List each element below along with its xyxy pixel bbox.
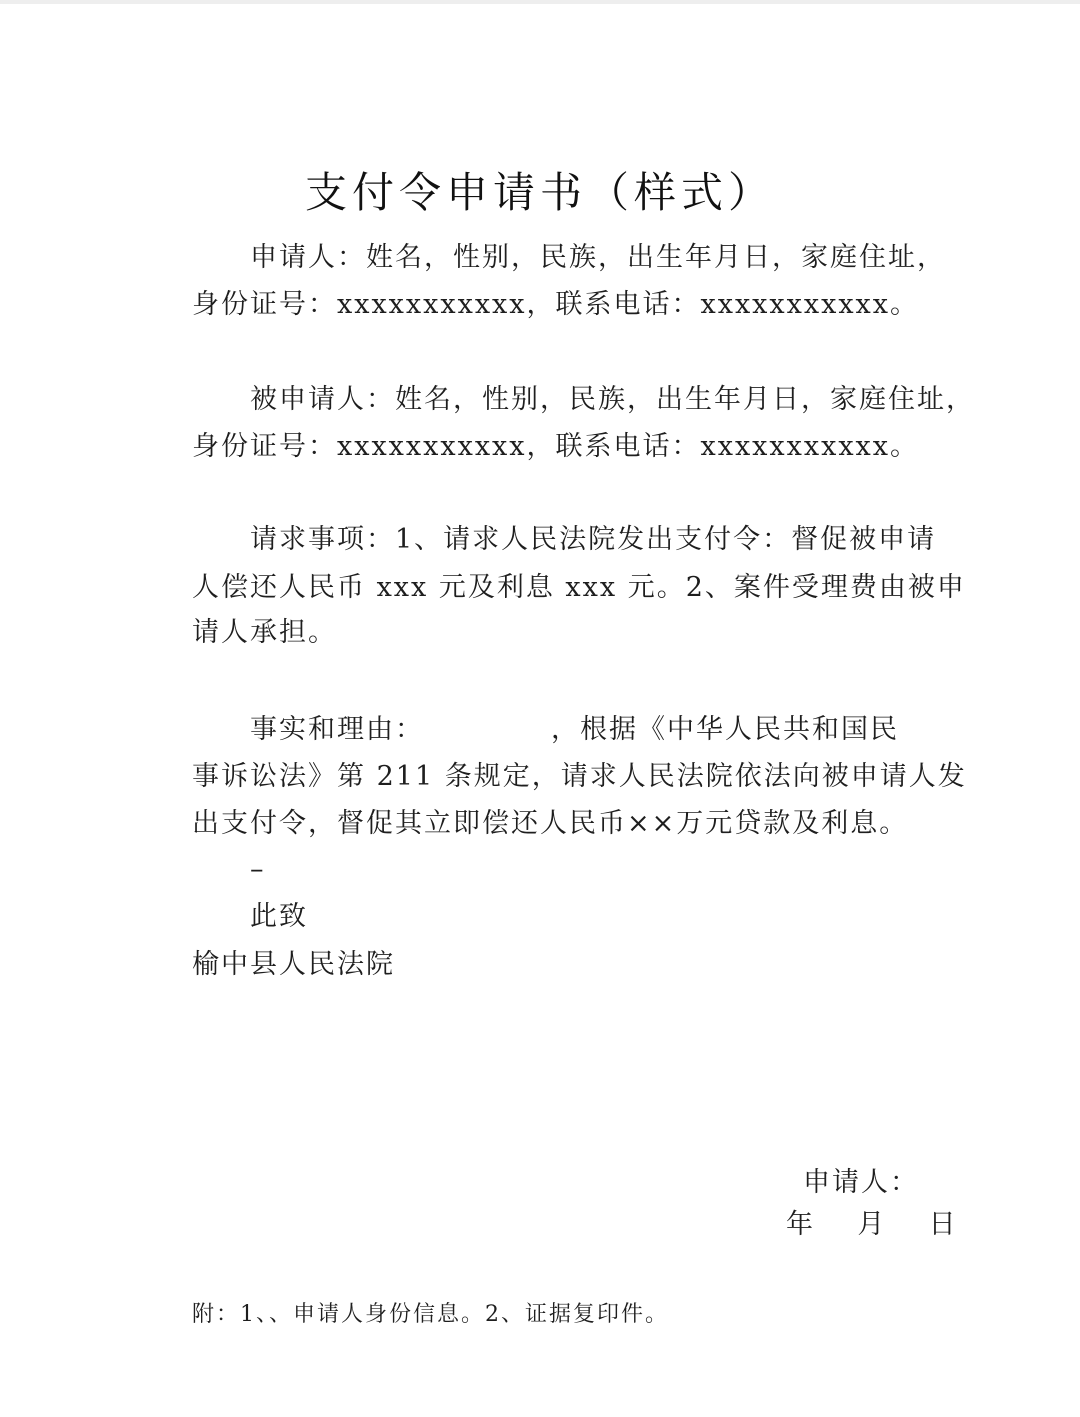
attachment-note: 附：1、、申请人身份信息。2、证据复印件。 — [192, 1302, 669, 1327]
court-name: 榆中县人民法院 — [192, 949, 395, 980]
facts-line-2: 事诉讼法》第 211 条规定，请求人民法院依法向被申请人发 — [192, 761, 967, 792]
claims-line-3: 请人承担。 — [192, 617, 337, 648]
closing-text: 此致 — [250, 901, 308, 932]
claims-line-1: 请求事项：1、请求人民法院发出支付令：督促被申请 — [250, 524, 937, 555]
respondent-line-1: 被申请人：姓名，性别，民族，出生年月日，家庭住址， — [250, 384, 975, 415]
applicant-line-1: 申请人：姓名，性别，民族，出生年月日，家庭住址， — [250, 242, 946, 273]
document-title: 支付令申请书（样式） — [304, 168, 775, 217]
facts-line-1: 事实和理由： ，根据《中华人民共和国民 — [250, 714, 899, 745]
respondent-line-2: 身份证号：xxxxxxxxxxx，联系电话：xxxxxxxxxxx。 — [192, 431, 919, 462]
signature-date: 年 月 日 — [786, 1209, 958, 1240]
signature-label: 申请人： — [803, 1167, 919, 1198]
page-top-edge — [0, 0, 1080, 4]
claims-line-2: 人偿还人民币 xxx 元及利息 xxx 元。2、案件受理费由被申 — [192, 572, 966, 603]
facts-line-3: 出支付令，督促其立即偿还人民币××万元贷款及利息。 — [192, 808, 909, 839]
applicant-line-2: 身份证号：xxxxxxxxxxx，联系电话：xxxxxxxxxxx。 — [192, 289, 919, 320]
dash-mark: – — [250, 854, 266, 885]
